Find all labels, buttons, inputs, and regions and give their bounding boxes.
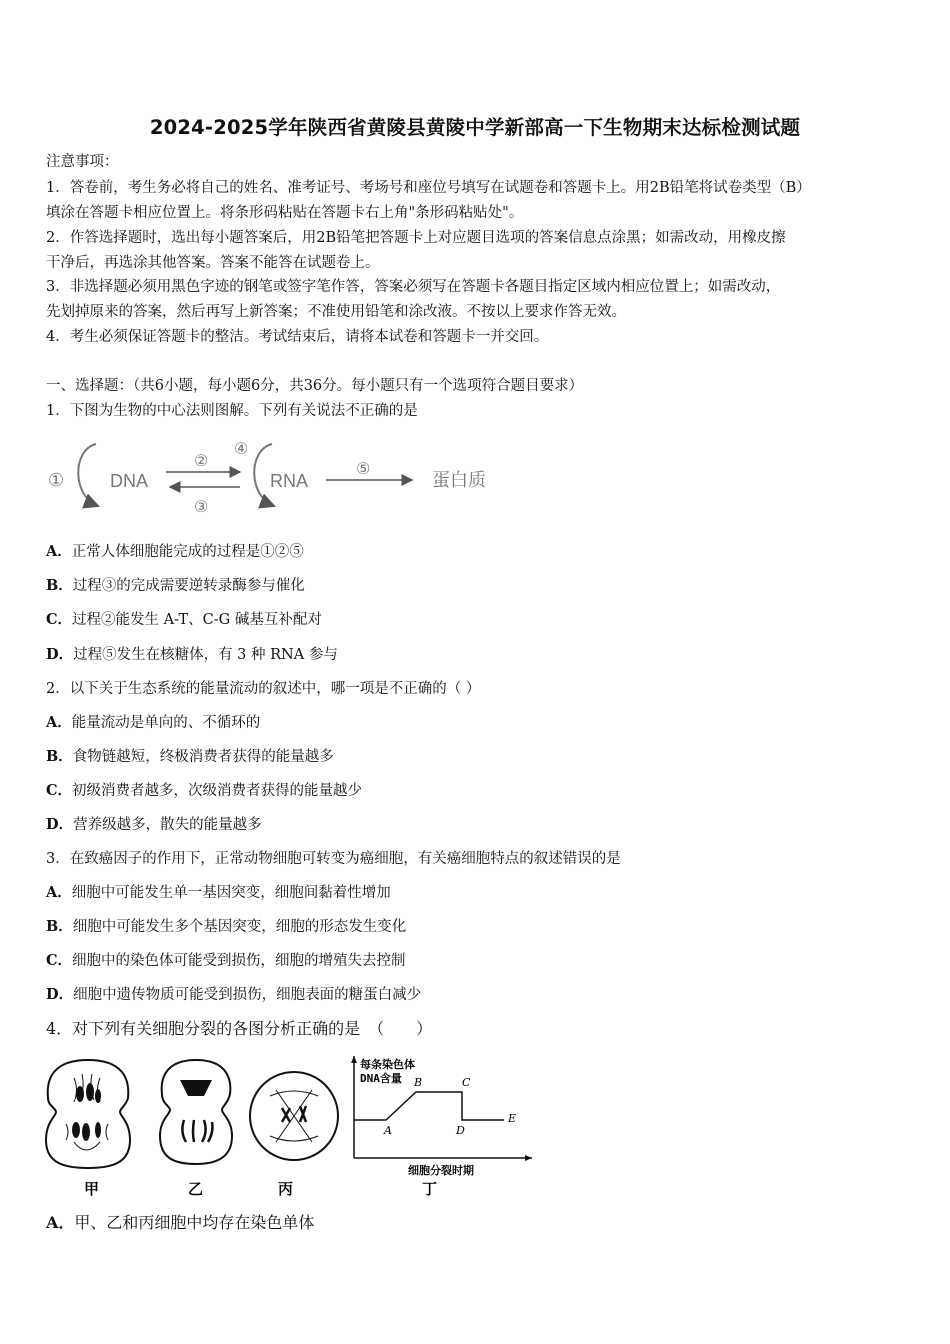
- page-title: 2024-2025学年陕西省黄陵县黄陵中学新部高一下生物期末达标检测试题: [149, 116, 801, 139]
- graph-xlabel: 细胞分裂时期: [408, 1164, 474, 1177]
- notice-line: 干净后，再选涂其他答案。答案不能答在试题卷上。: [46, 255, 380, 271]
- protein-label: 蛋白质: [432, 470, 486, 491]
- cell-jia: [46, 1060, 130, 1168]
- question-1-stem: 1．下图为生物的中心法则图解。下列有关说法不正确的是: [46, 403, 418, 419]
- graph-label-ding: 丁: [422, 1180, 438, 1198]
- rna-label: RNA: [270, 471, 309, 491]
- replication-arrow: [78, 444, 98, 506]
- label-2: ②: [194, 451, 209, 470]
- question-2-stem: 2．以下关于生态系统的能量流动的叙述中，哪一项是不正确的（ ）: [46, 681, 481, 697]
- question-3-stem: 3．在致癌因子的作用下，正常动物细胞可转变为癌细胞，有关癌细胞特点的叙述错误的是: [46, 851, 621, 867]
- y-axis-arrow-icon: [351, 1056, 357, 1063]
- option-b: B．过程③的完成需要逆转录酶参与催化: [46, 577, 305, 594]
- option-b: B．食物链越短，终极消费者获得的能量越多: [46, 748, 334, 765]
- label-1: ①: [48, 470, 65, 491]
- question-4-stem: 4．对下列有关细胞分裂的各图分析正确的是 （ ）: [46, 1019, 433, 1038]
- option-b: B．细胞中可能发生多个基因突变，细胞的形态发生变化: [46, 918, 407, 935]
- notice-line: 3．非选择题必须用黑色字迹的钢笔或签字笔作答，答案必须写在答题卡各题目指定区域内相应位置上；如需改动，: [46, 279, 781, 295]
- point-b: B: [414, 1076, 423, 1089]
- option-d: D．过程⑤发生在核糖体，有 3 种 RNA 参与: [46, 646, 338, 663]
- x-axis-arrow-icon: [525, 1155, 532, 1161]
- cell-label-yi: 乙: [188, 1180, 204, 1198]
- option-a: A．正常人体细胞能完成的过程是①②⑤: [46, 543, 304, 560]
- point-c: C: [462, 1076, 471, 1089]
- section-heading: 一、选择题：（共6小题，每小题6分，共36分。每小题只有一个选项符合题目要求）: [46, 378, 584, 394]
- point-a: A: [384, 1124, 392, 1137]
- notice-line: 4．考生必须保证答题卡的整洁。考试结束后，请将本试卷和答题卡一并交回。: [46, 329, 549, 345]
- label-5: ⑤: [356, 459, 371, 478]
- central-dogma-diagram: [44, 432, 504, 524]
- point-e: E: [508, 1112, 517, 1125]
- point-d: D: [456, 1124, 465, 1137]
- cell-label-jia: 甲: [84, 1180, 100, 1198]
- option-a: A．能量流动是单向的、不循环的: [46, 714, 261, 731]
- label-4: ④: [234, 439, 249, 458]
- option-c: C．细胞中的染色体可能受到损伤，细胞的增殖失去控制: [46, 952, 406, 969]
- notice-line: 1．答卷前，考生务必将自己的姓名、准考证号、考场号和座位号填写在试题卷和答题卡上。用2B铅笔将试卷类型（B）: [46, 180, 811, 196]
- option-a: A．细胞中可能发生单一基因突变，细胞间黏着性增加: [46, 884, 391, 901]
- notice-line: 填涂在答题卡相应位置上。将条形码粘贴在答题卡右上角"条形码粘贴处"。: [46, 205, 524, 221]
- cell-label-bing: 丙: [278, 1180, 294, 1198]
- cell-division-figures: [44, 1050, 344, 1200]
- dna-content-line: [354, 1092, 504, 1120]
- graph-ylabel-1: 每条染色体: [360, 1058, 415, 1071]
- dna-content-graph: [346, 1052, 546, 1202]
- option-d: D．营养级越多，散失的能量越多: [46, 816, 262, 833]
- label-3: ③: [194, 497, 209, 516]
- cell-bing: [250, 1072, 338, 1160]
- option-a: A．甲、乙和丙细胞中均存在染色单体: [46, 1213, 315, 1232]
- notice-line: 先划掉原来的答案，然后再写上新答案；不准使用铅笔和涂改液。不按以上要求作答无效。: [46, 304, 626, 320]
- cell-yi: [160, 1060, 232, 1164]
- dna-label: DNA: [110, 471, 149, 491]
- option-d: D．细胞中遗传物质可能受到损伤，细胞表面的糖蛋白减少: [46, 986, 422, 1003]
- notice-heading: 注意事项：: [46, 154, 119, 170]
- option-c: C．过程②能发生 A-T、C-G 碱基互补配对: [46, 611, 322, 628]
- graph-ylabel-2: DNA含量: [360, 1072, 402, 1085]
- option-c: C．初级消费者越多，次级消费者获得的能量越少: [46, 782, 363, 799]
- notice-line: 2．作答选择题时，选出每小题答案后，用2B铅笔把答题卡上对应题目选项的答案信息点涂黑；如需改动，用橡皮擦: [46, 230, 786, 246]
